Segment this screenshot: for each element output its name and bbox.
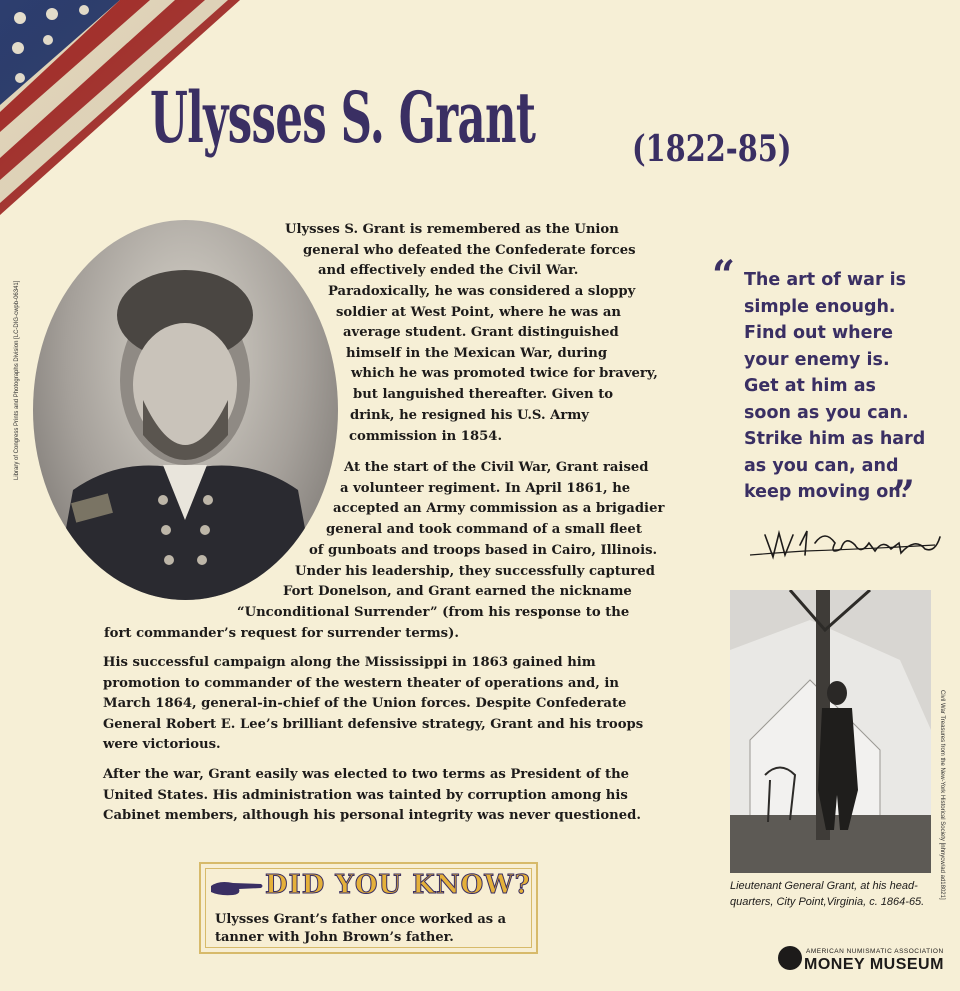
caption-line: quarters, City Point,Virginia, c. 1864-65. [730, 896, 925, 908]
body-line: a volunteer regiment. In April 1861, he [340, 481, 631, 496]
body-line: accepted an Army commission as a brigadier [333, 501, 665, 516]
did-you-know-line: tanner with John Brown’s father. [215, 930, 454, 945]
title-years: (1822-85) [632, 128, 792, 170]
body-line: After the war, Grant easily was elected to two terms as President of the [103, 767, 630, 782]
body-line: himself in the Mexican War, during [346, 346, 608, 361]
body-line: were victorious. [103, 737, 221, 752]
quote-line: Find out where [744, 323, 893, 343]
body-line: General Robert E. Lee’s brilliant defensive strategy, Grant and his troops [103, 716, 644, 732]
body-line: of gunboats and troops based in Cairo, Illinois. [309, 543, 658, 558]
quote-line: Strike him as hard [744, 429, 926, 449]
body-line: United States. His administration was tainted by corruption among his [103, 787, 628, 803]
body-line: average student. Grant distinguished [343, 325, 619, 340]
museum-name: MONEY MUSEUM [804, 956, 944, 973]
body-line: soldier at West Point, where he was an [336, 305, 621, 320]
body-line: Paradoxically, he was considered a sloppy [328, 284, 636, 299]
body-line: Under his leadership, they successfully captured [295, 564, 655, 579]
body-line: “Unconditional Surrender” (from his response to the [237, 605, 630, 620]
ana-seal-icon [778, 946, 802, 970]
pointing-hand-icon [209, 878, 265, 898]
body-line: commission in 1854. [349, 429, 503, 444]
money-museum-logo [778, 946, 948, 978]
close-quote-mark: ” [892, 472, 916, 519]
quote-line: simple enough. [744, 296, 896, 317]
body-line: promotion to commander of the western theater of operations and, in [103, 675, 620, 691]
body-line: His successful campaign along the Mississippi in 1863 gained him [103, 655, 596, 670]
portrait-credit: Library of Congress Prints and Photographs Division [LC-DIG-cwpb-06341] [14, 280, 20, 480]
quote-line: soon as you can. [744, 402, 909, 423]
body-line: general and took command of a small fleet [326, 522, 642, 537]
quote-line: The art of war is [744, 270, 907, 290]
city-point-photo [730, 590, 931, 873]
photo-caption [730, 878, 940, 910]
quote-line: as you can, and [744, 455, 899, 476]
body-line: Ulysses S. Grant is remembered as the Union [285, 222, 619, 237]
quote-line: Get at him as [744, 376, 876, 396]
body-line: Fort Donelson, and Grant earned the nickname [283, 584, 632, 599]
body-line: and effectively ended the Civil War. [318, 263, 579, 278]
grant-signature [745, 515, 945, 565]
quote-line: your enemy is. [744, 349, 890, 370]
photo-credit: Civil War Treasures from the New-York Historical Society [nhnycw/ad ad18021] [939, 690, 945, 900]
body-line: which he was promoted twice for bravery, [351, 366, 658, 381]
grant-portrait [33, 220, 338, 600]
body-line: Cabinet members, although his personal integrity was never questioned. [103, 808, 641, 823]
open-quote-mark: “ [712, 252, 736, 299]
quote-line: keep moving on. [744, 482, 908, 502]
title-name: Ulysses S. Grant [150, 76, 536, 159]
did-you-know-box [199, 862, 538, 954]
caption-line: Lieutenant General Grant, at his head- [730, 880, 918, 892]
association-name: AMERICAN NUMISMATIC ASSOCIATION [806, 948, 944, 955]
did-you-know-heading: DID YOU KNOW? [265, 870, 531, 900]
body-line: At the start of the Civil War, Grant raised [344, 460, 649, 475]
body-line: drink, he resigned his U.S. Army [350, 408, 589, 423]
did-you-know-line: Ulysses Grant’s father once worked as a [215, 912, 507, 927]
body-line: fort commander’s request for surrender terms). [104, 626, 459, 641]
body-line: general who defeated the Confederate forces [303, 243, 636, 258]
body-line: but languished thereafter. Given to [353, 387, 614, 402]
body-line: March 1864, general-in-chief of the Union forces. Despite Confederate [103, 696, 627, 711]
